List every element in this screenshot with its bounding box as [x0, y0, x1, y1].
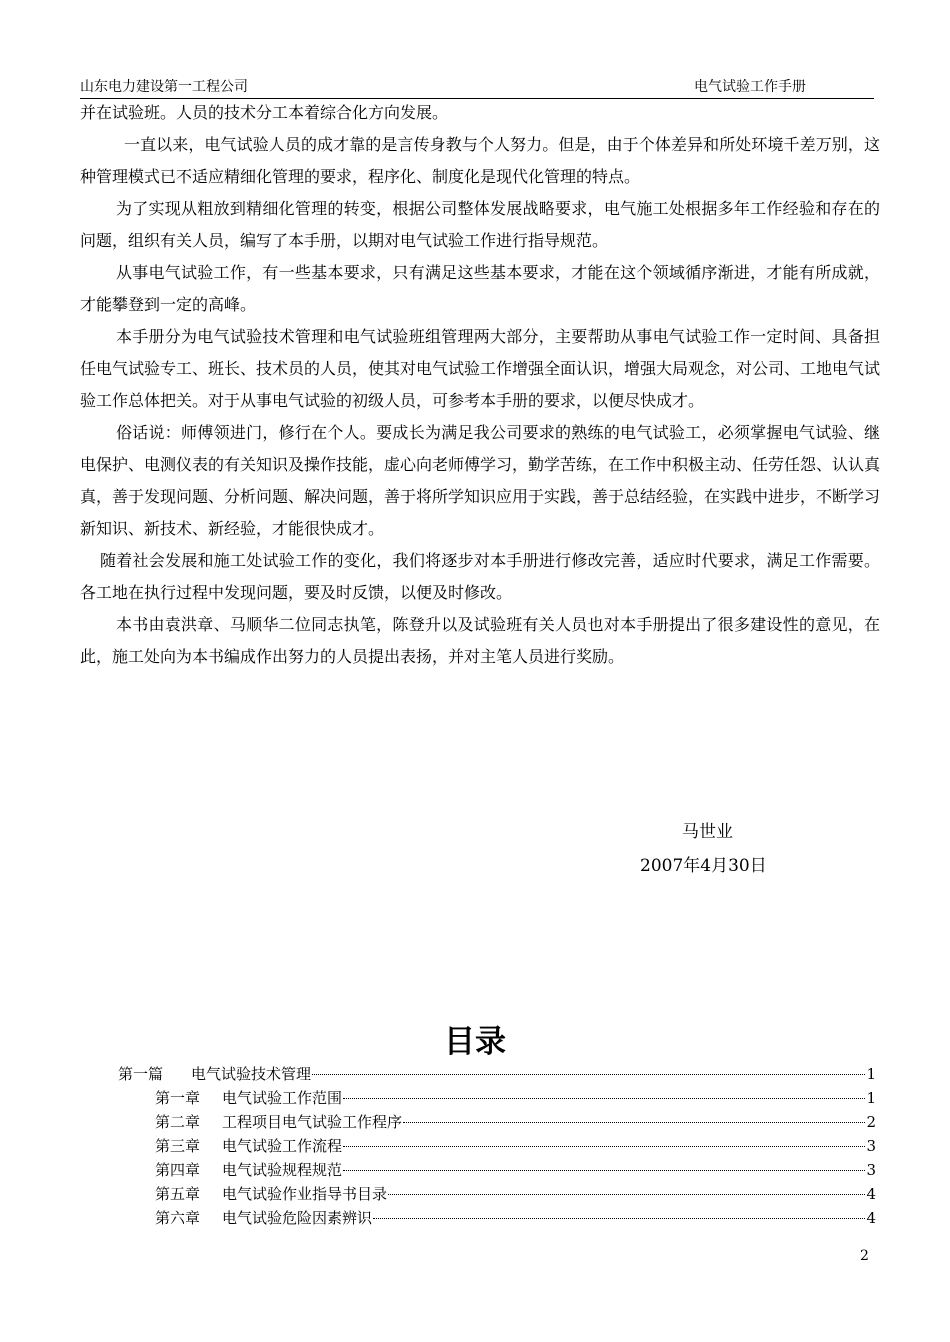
header-company: 山东电力建设第一工程公司: [80, 79, 248, 95]
header-manual-title: 电气试验工作手册: [694, 79, 806, 95]
toc-entry-number: 第二章: [155, 1113, 201, 1131]
toc-entry-page: 2: [866, 1113, 876, 1131]
toc-entry-number: 第一章: [155, 1089, 201, 1107]
toc-entry-title: 电气试验工作流程: [222, 1137, 343, 1155]
toc-dot-leader: [373, 1218, 865, 1219]
toc-entry-title: 电气试验作业指导书目录: [222, 1185, 388, 1203]
toc-dot-leader: [343, 1098, 865, 1099]
paragraph: 从事电气试验工作，有一些基本要求，只有满足这些基本要求，才能在这个领域循序渐进，才能有所成就，才能攀登到一定的高峰。: [80, 263, 880, 314]
preface-body: [80, 97, 880, 673]
toc-entry[interactable]: [155, 1182, 876, 1206]
page-number: 2: [860, 1248, 869, 1264]
paragraph: 俗话说：师傅领进门，修行在个人。要成长为满足我公司要求的熟练的电气试验工，必须掌握电气试验、继电保护、电测仪表的有关知识及操作技能，虚心向老师傅学习，勤学苦练，在工作中积极主动、任劳任怨、认认真真，善于发现问题、分析问题、解决问题，善于将所学知识应用于实践，善于总结经验，在实践中进步，不断学习新知识、新技术、新经验，才能很快成才。: [80, 423, 881, 538]
toc-dot-leader: [343, 1146, 865, 1147]
toc-entry-page: 1: [866, 1065, 876, 1083]
toc-entry[interactable]: [155, 1110, 876, 1134]
toc-dot-leader: [312, 1074, 865, 1075]
toc-entry-number: 第四章: [155, 1161, 201, 1179]
toc-entry[interactable]: [118, 1062, 876, 1086]
toc-entry-page: 4: [866, 1209, 876, 1227]
toc-entry-title: 电气试验规程规范: [222, 1161, 343, 1179]
toc-entry-page: 4: [866, 1185, 876, 1203]
toc-entry-title: 电气试验技术管理: [191, 1065, 312, 1083]
paragraph: 本手册分为电气试验技术管理和电气试验班组管理两大部分，主要帮助从事电气试验工作一定时间、具备担任电气试验专工、班长、技术员的人员，使其对电气试验工作增强全面认识，增强大局观念，对公司、工地电气试验工作总体把关。对于从事电气试验的初级人员，可参考本手册的要求，以便尽快成才。: [80, 327, 881, 410]
paragraph: 为了实现从粗放到精细化管理的转变，根据公司整体发展战略要求，电气施工处根据多年工作经验和存在的问题，组织有关人员，编写了本手册，以期对电气试验工作进行指导规范。: [80, 199, 880, 250]
paragraph: 本书由袁洪章、马顺华二位同志执笔，陈登升以及试验班有关人员也对本手册提出了很多建设性的意见，在此，施工处向为本书编成作出努力的人员提出表扬，并对主笔人员进行奖励。: [80, 615, 880, 666]
page-header: [80, 76, 874, 99]
toc-entry-number: 第六章: [155, 1209, 201, 1227]
toc-title: 目录: [444, 1024, 506, 1060]
toc-entry[interactable]: [155, 1086, 876, 1110]
paragraph: 一直以来，电气试验人员的成才靠的是言传身教与个人努力。但是，由于个体差异和所处环境千差万别，这种管理模式已不适应精细化管理的要求，程序化、制度化是现代化管理的特点。: [80, 135, 880, 186]
toc-dot-leader: [343, 1170, 865, 1171]
toc-entry[interactable]: [155, 1206, 876, 1230]
toc-entry-page: 3: [866, 1161, 876, 1179]
signature-date: 2007年4月30日: [640, 856, 767, 876]
toc-dot-leader: [403, 1122, 865, 1123]
toc-entry-title: 电气试验危险因素辨识: [222, 1209, 373, 1227]
toc-entry-title: 电气试验工作范围: [222, 1089, 343, 1107]
toc-entry-title: 工程项目电气试验工作程序: [222, 1113, 403, 1131]
toc-entry-page: 1: [866, 1089, 876, 1107]
toc-entry[interactable]: [155, 1158, 876, 1182]
signature-name: 马世业: [682, 822, 733, 842]
paragraph: 并在试验班。人员的技术分工本着综合化方向发展。: [80, 103, 449, 122]
toc-entry-number: 第五章: [155, 1185, 201, 1203]
toc-entry-number: 第三章: [155, 1137, 201, 1155]
toc-entry-number: 第一篇: [118, 1065, 164, 1083]
toc-dot-leader: [388, 1194, 865, 1195]
toc-entry-page: 3: [866, 1137, 876, 1155]
toc-entry[interactable]: [155, 1134, 876, 1158]
paragraph: 随着社会发展和施工处试验工作的变化，我们将逐步对本手册进行修改完善，适应时代要求，满足工作需要。各工地在执行过程中发现问题，要及时反馈，以便及时修改。: [80, 551, 880, 602]
